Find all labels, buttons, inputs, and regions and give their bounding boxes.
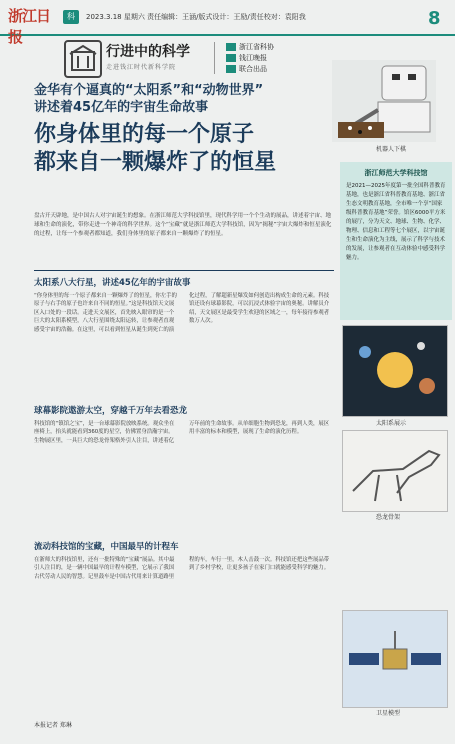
issue-meta: 2023.3.18 星期六 责任编辑：王涵/版式设计：王励/责任校对：袁阳我 bbox=[86, 13, 306, 21]
section-title: 流动科技馆的宝藏，中国最早的计程车 bbox=[34, 542, 179, 552]
column-subtitle: 走进钱江时代新科学院 bbox=[106, 64, 177, 71]
byline: 本报记者 郑琳 bbox=[34, 722, 72, 729]
photo-caption: 太阳系展示 bbox=[376, 420, 407, 427]
intro-paragraph: 盘古开天辟地，是中国古人对宇宙诞生的想象。在浙江师范大学科技馆里，现代科学用一个个生动的展品，讲述着宇宙、地球和生命的演化，带你走进一个神奇的科学世界。这个“宝藏”就是浙江师范大学科技馆，因为“揭秘”宇宙大爆炸和恒星演化的过程，让每一个参观者都知道，我们身体里的原子都来自一颗爆炸了的恒星。 bbox=[34, 213, 332, 237]
photo-caption: 卫星模型 bbox=[376, 710, 401, 717]
column-separator bbox=[214, 42, 215, 74]
newspaper-logo: 浙江日报 bbox=[8, 7, 51, 46]
dinosaur-photo bbox=[342, 430, 448, 512]
main-headline: 你身体里的每一个原子 都来自一颗爆炸了的恒星 bbox=[34, 121, 277, 175]
section-title: 球幕影院遨游太空，穿越千万年去看恐龙 bbox=[34, 406, 188, 416]
section-body: 科技馆的“镇馆之宝”，是一台球幕影院放映系统。观众坐在座椅上，抬头就能看到360度的星空，仿佛置身浩瀚宇宙。生物展区里，一具巨大的恐龙骨架格外引人注目，讲述着亿万年前的生命故事。从单细胞生物到恐龙，再到人类，展区用丰富的标本和模型，展现了生命的演化历程。 bbox=[34, 421, 330, 444]
sub-headline: 金华有个逼真的“太阳系”和“动物世界” 讲述着45亿年的宇宙生命故事 bbox=[34, 83, 264, 115]
section-body: 在浙师大的科技馆里，还有一批特殊的“宝藏”展品。其中最引人注目的，是一辆中国最早的计程车模型，它展示了我国古代劳动人民的智慧。记里鼓车是中国古代用来计算道路里程的车，车行一里，木人击鼓一次。科技馆还把这些展品带到了乡村学校，让更多孩子在家门口就能感受科学的魅力。 bbox=[34, 557, 330, 580]
partner-item: 联合出品 bbox=[226, 64, 274, 74]
page-number: 8 bbox=[428, 8, 441, 29]
partner-item: 钱江晚报 bbox=[226, 53, 274, 63]
sidebox-body: 是2021—2025年度第一批全国科普教育基地，也是浙江省科普教育基地、浙江省生态文明教育基地，全市唯一个享“国家级科普教育基地”荣誉。馆区6000平方米的展厅，分为天文、地球、生物、化学、物理、信息和工程等七个展区，以宇宙诞生和生命演化为主线，展示了科学与技术的发展，让参观者在互动体验中感受科学魅力。 bbox=[346, 183, 446, 261]
partners-list bbox=[226, 42, 274, 75]
photo-caption: 机器人下棋 bbox=[376, 146, 407, 153]
robot-photo bbox=[332, 60, 436, 152]
photo-caption: 恐龙骨架 bbox=[376, 514, 401, 521]
sidebox-title: 浙江师范大学科技馆 bbox=[364, 169, 428, 177]
satellite-photo bbox=[342, 610, 448, 708]
section-divider bbox=[34, 270, 334, 271]
column-badge bbox=[64, 40, 220, 76]
museum-info-box bbox=[340, 162, 452, 320]
partner-item: 浙江省科协 bbox=[226, 42, 274, 52]
planetarium-photo bbox=[342, 325, 448, 417]
section-badge: 科 bbox=[63, 10, 79, 24]
section-body: “你身体里的每一个原子都来自一颗爆炸了的恒星，你左手的原子与右手的原子也许来自不同的恒星。”这是科技馆天文展区入口处的一段话。走进天文展区，首先映入眼帘的是一个巨大的太阳系模型，八大行星围绕太阳运转，让参观者直观感受宇宙的浩瀚。在这里，可以看到恒星从诞生到死亡的演化过程，了解超新星爆发如何创造出构成生命的元素。科技馆还设有球幕影院，可以沉浸式体验宇宙的奥秘。讲解员介绍，天文展区是最受学生欢迎的区域之一，每年接待参观者数万人次。 bbox=[34, 293, 330, 333]
section-title: 太阳系八大行星，讲述45亿年的宇宙故事 bbox=[34, 278, 191, 288]
column-title: 行进中的科学 bbox=[106, 44, 190, 60]
column-logo-icon bbox=[64, 40, 102, 78]
